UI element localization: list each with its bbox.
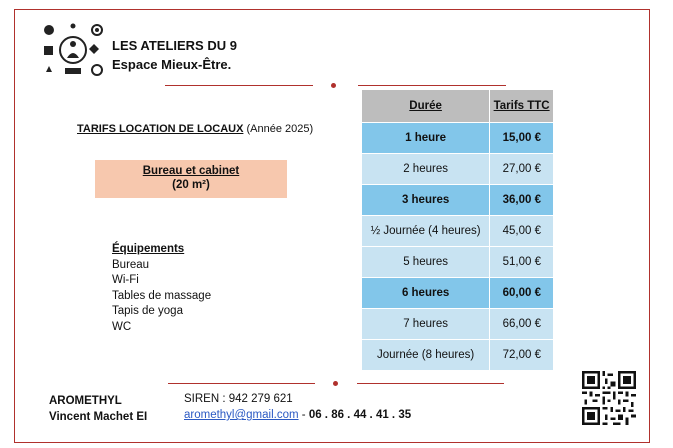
table-row — [362, 247, 554, 278]
price-cell: 51,00 € — [490, 247, 554, 278]
office-box — [95, 160, 287, 198]
header-duration: Durée — [362, 90, 490, 123]
divider-left — [165, 85, 313, 86]
tarifs-title-main: TARIFS LOCATION DE LOCAUX — [77, 123, 244, 135]
equipment-item: Tables de massage — [112, 289, 212, 302]
table-row — [362, 216, 554, 247]
price-cell: 45,00 € — [490, 216, 554, 247]
tarifs-title — [77, 123, 313, 135]
table-header-row — [362, 90, 554, 123]
price-cell: 15,00 € — [490, 123, 554, 154]
contact-line — [184, 409, 411, 421]
email-link[interactable]: aromethyl@gmail.com — [184, 409, 299, 421]
price-cell: 60,00 € — [490, 278, 554, 309]
price-cell: 27,00 € — [490, 154, 554, 185]
duration-cell: Journée (8 heures) — [362, 340, 490, 371]
table-row — [362, 185, 554, 216]
tarifs-title-year: (Année 2025) — [243, 123, 314, 135]
duration-cell: 1 heure — [362, 123, 490, 154]
company-name: AROMETHYL — [49, 395, 122, 407]
table-row — [362, 309, 554, 340]
contact-separator: - — [298, 409, 309, 421]
table-row — [362, 123, 554, 154]
pricing-table — [361, 89, 554, 371]
duration-cell: ½ Journée (4 heures) — [362, 216, 490, 247]
price-cell: 66,00 € — [490, 309, 554, 340]
qr-code-icon[interactable] — [582, 371, 636, 425]
page-frame — [14, 9, 650, 443]
equipment-item: Tapis de yoga — [112, 305, 183, 317]
table-row — [362, 154, 554, 185]
equipment-item: WC — [112, 320, 132, 333]
table-row — [362, 340, 554, 371]
brand-name: LES ATELIERS DU 9 — [112, 38, 237, 53]
footer-divider-dot — [333, 381, 338, 386]
siren-number: SIREN : 942 279 621 — [184, 393, 293, 405]
divider-right — [358, 85, 506, 86]
owner-name: Vincent Machet EI — [49, 411, 148, 423]
duration-cell: 5 heures — [362, 247, 490, 278]
equipment-list — [112, 242, 211, 335]
duration-cell: 3 heures — [362, 185, 490, 216]
wellness-logo-icon — [41, 22, 105, 82]
office-name: Bureau et cabinet — [142, 165, 240, 177]
footer-divider-left — [168, 383, 315, 384]
divider-dot — [331, 83, 336, 88]
header-price: Tarifs TTC — [490, 90, 554, 123]
duration-cell: 6 heures — [362, 278, 490, 309]
table-row — [362, 278, 554, 309]
footer-divider-right — [357, 383, 504, 384]
equipment-heading: Équipements — [112, 243, 185, 255]
brand-tagline: Espace Mieux-Être. — [112, 57, 232, 72]
price-cell: 36,00 € — [490, 185, 554, 216]
footer-identity — [49, 393, 147, 425]
duration-cell: 7 heures — [362, 309, 490, 340]
price-cell: 72,00 € — [490, 340, 554, 371]
duration-cell: 2 heures — [362, 154, 490, 185]
office-size: (20 m²) — [172, 179, 210, 191]
equipment-item: Bureau — [112, 258, 150, 271]
phone-number: 06 . 86 . 44 . 41 . 35 — [308, 409, 412, 421]
equipment-item: Wi-Fi — [112, 274, 139, 286]
